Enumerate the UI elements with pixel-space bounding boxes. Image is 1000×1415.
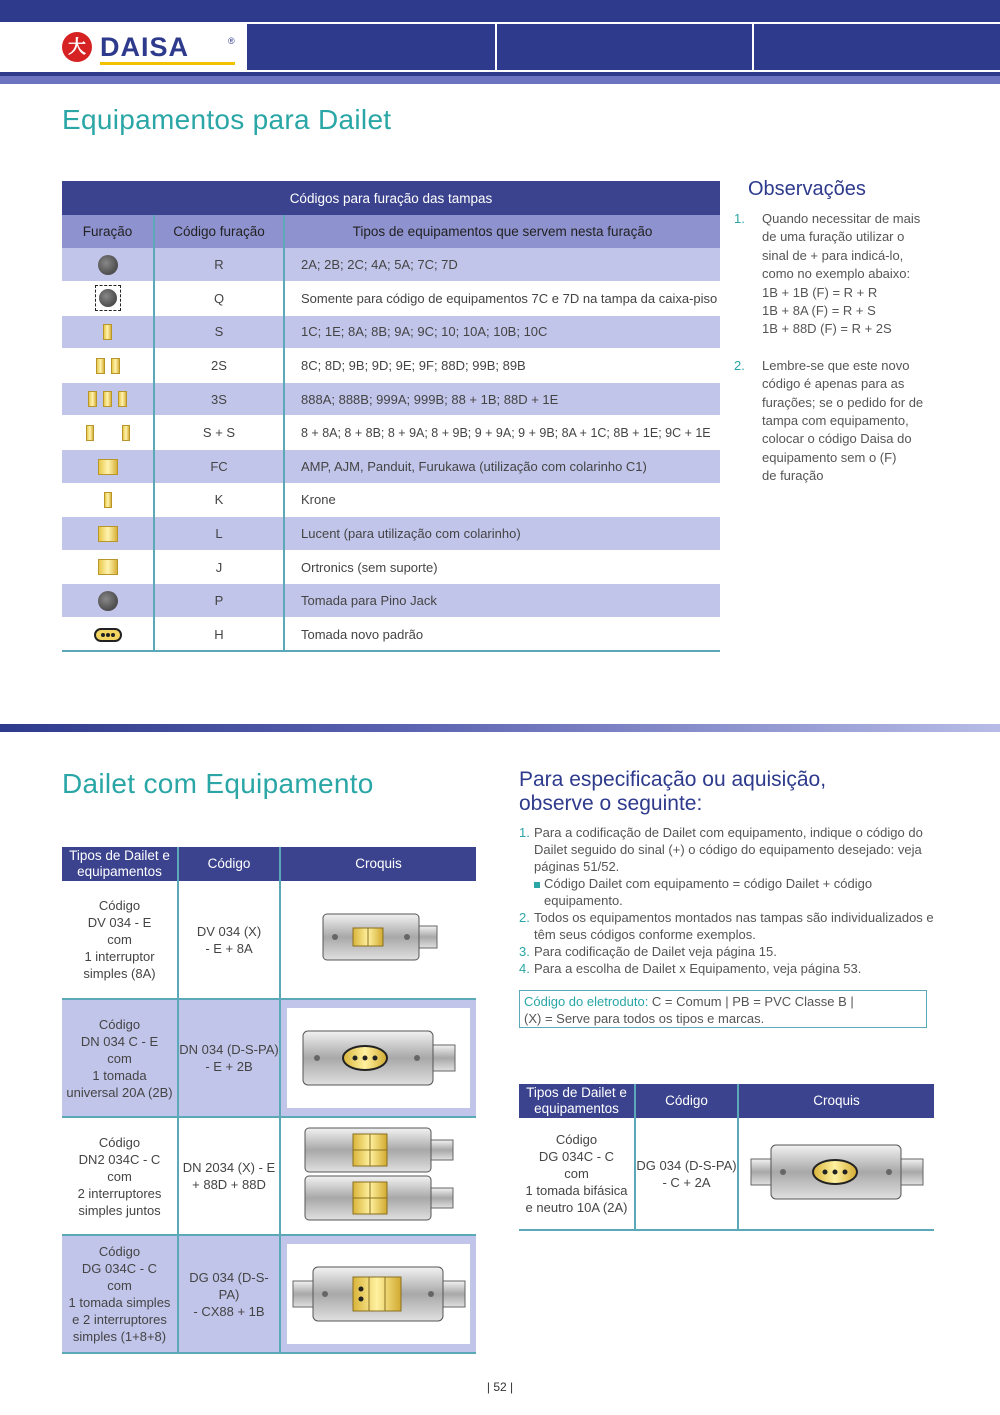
item-line: furações; se o pedido for de [762,394,924,410]
spec-title: Para especificação ou aquisição, observe o seguinte: [519,768,827,815]
conduit-code-text: (X) = Serve para todos os tipos e marcas. [524,1011,765,1026]
item-line: Quando necessitar de mais [762,211,921,226]
column-header: Código [635,1084,738,1118]
drilling-code: L [154,517,284,551]
column-header: Código [178,847,280,881]
dailet-type: Código DG 034C - C com 1 tomada bifásica e neutro 10A (2A) [519,1118,635,1230]
table-row [62,550,720,584]
item-number: 2. [734,357,745,373]
column-header: Tipos de Dailet e equipamentos [519,1084,635,1118]
item-line: Lembre-se que este novo [762,357,910,373]
table-row [62,1117,476,1235]
table-row [62,416,720,450]
table-row [62,382,720,416]
small-slot-icon [104,492,112,508]
dailet-equipment-table [62,847,476,1354]
table-row [62,584,720,618]
drilling-code: Q [154,282,284,316]
equipment-types: Tomada novo padrão [284,618,720,652]
table-caption: Códigos para furação das tampas [62,181,720,215]
table-row [62,282,720,316]
square-hole-icon [98,559,118,575]
column-header: Croquis [280,847,476,881]
item-line: código é apenas para as [762,376,905,392]
table-row [62,315,720,349]
list-item: 1. Para a codificação de Dailet com equipamento, indique o código do Dailet seguido do sinal (+) o código do equipamento desejado: veja páginas 51/52. [519,825,923,874]
single-slot-icon [103,324,112,340]
equipment-types: Krone [284,483,720,517]
dailet-code: DG 034 (D-S-PA) - CX88 + 1B [178,1235,280,1353]
equipment-types: 8 + 8A; 8 + 8B; 8 + 9A; 8 + 9B; 9 + 9A; 9 + 9B; 8A + 1C; 8B + 1E; 9C + 1E [284,416,720,450]
registered-mark: ® [228,36,235,46]
dailet-type: Código DG 034C - C com 1 tomada simples e 2 interruptores simples (1+8+8) [62,1235,178,1353]
square-hole-icon [98,526,118,542]
equipment-types: 8C; 8D; 9B; 9D; 9E; 9F; 88D; 99B; 89B [284,349,720,383]
table-row [62,483,720,517]
column-header: Croquis [738,1084,934,1118]
drilling-code: FC [154,450,284,484]
observations-list [734,210,938,504]
dailet-code: DV 034 (X) - E + 8A [178,881,280,999]
equipment-types: Somente para código de equipamentos 7C e 7D na tampa da caixa-piso [284,282,720,316]
double-slot-icon [93,357,123,372]
list-item [734,210,938,339]
equipment-types: 2A; 2B; 2C; 4A; 5A; 7C; 7D [284,248,720,282]
equipment-types: AMP, AJM, Panduit, Furukawa (utilização com colarinho C1) [284,450,720,484]
spaced-slots-icon [83,424,133,439]
section-separator [0,724,1000,732]
column-header: Código furação [154,215,284,248]
list-subitem: Código Dailet com equipamento = código Dailet + código equipamento. [519,875,939,909]
page-number: | 52 | [486,1380,514,1394]
list-item: 2. Todos os equipamentos montados nas tampas são individualizados e têm seus códigos conforme exemplos. [519,910,934,942]
column-header: Tipos de equipamentos que servem nesta furação [284,215,720,248]
list-item: 3. Para codificação de Dailet veja página 15. [519,944,777,959]
dailet-switch-diagram [280,881,476,999]
dailet-biphase-table [519,1084,934,1231]
drilling-code: 3S [154,382,284,416]
list-item [734,357,938,486]
drilling-codes-table [62,181,720,652]
item-number: 1. [734,211,745,226]
column-header: Furação [62,215,154,248]
item-line: 1B + 8A (F) = R + S [762,303,876,319]
drilling-code: S [154,315,284,349]
drilling-code: S + S [154,416,284,450]
drilling-code: R [154,248,284,282]
circle-hole-icon [98,255,118,275]
table-row [62,248,720,282]
item-line: como no exemplo abaixo: [762,266,911,282]
item-line: 1B + 88D (F) = R + 2S [762,321,892,337]
header-top-bar [0,0,1000,22]
table-row [62,517,720,551]
conduit-code-text: C = Comum | PB = PVC Classe B | [648,994,854,1009]
drilling-code: P [154,584,284,618]
header-cell [247,24,495,70]
section-title: Equipamentos para Dailet [62,104,392,135]
drilling-code: 2S [154,349,284,383]
table-row [62,450,720,484]
drilling-code: H [154,618,284,652]
item-line: colocar o código Daisa do [762,431,912,447]
table-row [519,1118,934,1230]
table-row [62,881,476,999]
dailet-socket-diagram [280,999,476,1117]
daisa-logo-icon: 大 [62,32,92,62]
spec-list [519,824,939,977]
triple-slot-icon [85,391,130,406]
dailet-code: DG 034 (D-S-PA) - C + 2A [635,1118,738,1230]
square-hole-icon [98,459,118,475]
brand-name: DAISA [100,32,190,62]
drilling-code: K [154,483,284,517]
header-cell [754,24,1000,70]
table-row [62,618,720,652]
logo-underline [100,62,235,65]
circle-hole-icon [98,591,118,611]
dailet-type: Código DN2 034C - C com 2 interruptores simples juntos [62,1117,178,1235]
item-line: tampa com equipamento, [762,413,909,429]
conduit-code-label: Código do eletroduto: [524,994,649,1009]
list-item: 4. Para a escolha de Dailet x Equipamento, veja página 53. [519,961,862,976]
header-cell [497,24,752,70]
equipment-types: Tomada para Pino Jack [284,584,720,618]
table-row [62,349,720,383]
dailet-type: Código DN 034 C - E com 1 tomada universal 20A (2B) [62,999,178,1117]
drilling-code: J [154,550,284,584]
equipment-types: Ortronics (sem suporte) [284,550,720,584]
header-bottom-line [0,72,1000,76]
dailet-code: DN 2034 (X) - E + 88D + 88D [178,1117,280,1235]
dailet-type: Código DV 034 - E com 1 interruptor simples (8A) [62,881,178,999]
table-row [62,1235,476,1353]
equipment-types: 1C; 1E; 8A; 8B; 9A; 9C; 10; 10A; 10B; 10C [284,315,720,349]
column-header: Tipos de Dailet e equipamentos [62,847,178,881]
item-line: sinal de + para indicá-lo, [762,247,904,263]
equipment-types: Lucent (para utilização com colarinho) [284,517,720,551]
section-title: Dailet com Equipamento [62,768,374,799]
item-line: equipamento sem o (F) [762,449,897,465]
conduit-code-box [519,990,927,1028]
observations-title: Observações [748,178,866,200]
dailet-double-switch-diagram [280,1117,476,1235]
table-row [62,999,476,1117]
item-line: 1B + 1B (F) = R + R [762,284,878,300]
dailet-code: DN 034 (D-S-PA) - E + 2B [178,999,280,1117]
item-line: de uma furação utilizar o [762,229,905,245]
new-standard-socket-icon [94,628,122,642]
item-line: de furação [762,468,824,484]
dashed-circle-hole-icon [95,285,121,311]
equipment-types: 888A; 888B; 999A; 999B; 88 + 1B; 88D + 1E [284,382,720,416]
dailet-socket-switches-diagram [280,1235,476,1353]
dailet-biphase-socket-diagram [738,1118,934,1230]
